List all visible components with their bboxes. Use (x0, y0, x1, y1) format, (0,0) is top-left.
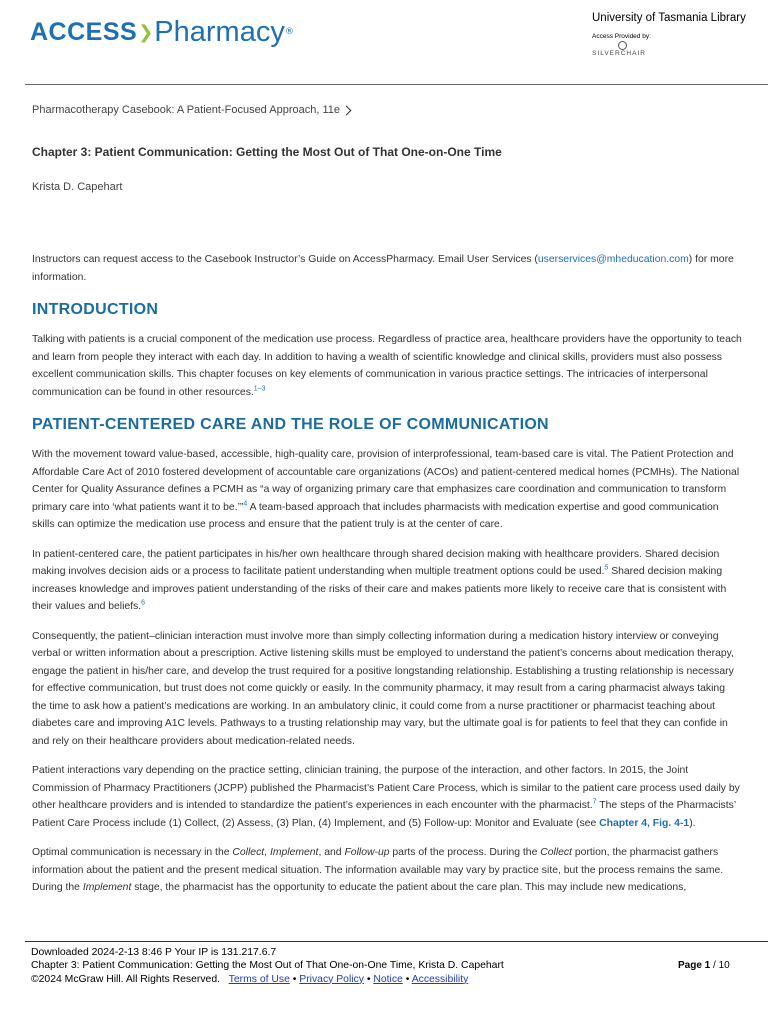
copyright-line (31, 973, 504, 986)
silverchair-logo-text: SILVERCHAIR (592, 50, 646, 57)
header-divider (25, 84, 768, 85)
user-services-email-link[interactable]: userservices@mheducation.com (537, 254, 689, 265)
logo-access-text: ACCESS (30, 17, 138, 46)
page-footer (31, 946, 504, 986)
instructor-note-text: Instructors can request access to the Casebook Instructor’s Guide on AccessPharmacy. Email User Services ( (32, 254, 538, 265)
logo-registered-mark: ® (284, 27, 294, 37)
header (0, 0, 768, 85)
paragraph-text: , (264, 847, 270, 858)
pcc-paragraph-1 (32, 446, 742, 534)
reference-link[interactable]: 5 (604, 564, 609, 572)
instructor-note (32, 251, 742, 286)
breadcrumb[interactable] (32, 104, 350, 116)
silverchair-logo (592, 41, 652, 57)
pcc-heading: PATIENT-CENTERED CARE AND THE ROLE OF COMMUNICATION (32, 416, 549, 433)
terms-of-use-link[interactable]: Terms of Use (228, 973, 290, 985)
accesspharmacy-logo[interactable] (30, 10, 294, 54)
paragraph-text: With the movement toward value-based, accessible, high-quality care, provision of interprofessional, team-based care is vital. The Patient Protection and Affordable Care Act of 2010 fostered development of accountable care organizations (ACOs) and patient-centered medical homes (PCMHs). The National Center for Quality Assurance defines a PCMH as “a way of organizing primary care that emphasizes care coordination and communication to transform primary care into ‘what patients want it to be.’” (32, 449, 740, 513)
introduction-heading: INTRODUCTION (32, 301, 159, 318)
reference-link[interactable]: 4 (243, 500, 248, 508)
paragraph-text: , and (318, 847, 345, 858)
notice-link[interactable]: Notice (373, 973, 403, 985)
paragraph-text: Patient interactions vary depending on the practice setting, clinician training, the purpose of the interaction, and other factors. In 2015, the Joint Commission of Pharmacy Practitioners (JCPP) published the Pharmacist’s Patient Care Process, which is similar to the patient care process used daily by other healthcare providers and is intended to standardize the patient’s experiences in each encounter with the pharmacist. (32, 765, 740, 811)
emphasis-text: Implement (269, 847, 319, 858)
paragraph-text: The steps of the Pharmacists’ Patient Care Process include (1) Collect, (2) Assess, (3) Plan, (4) Implement, and (5) Follow-up: Monitor and Evaluate (see (32, 800, 736, 829)
download-info: Downloaded 2024-2-13 8:46 P Your IP is 131.217.6.7 (31, 947, 277, 958)
page-total: / 10 (713, 960, 730, 971)
separator: • (366, 973, 371, 985)
emphasis-text: Collect (232, 847, 265, 858)
paragraph-text: In patient-centered care, the patient participates in his/her own healthcare through shared decision making with healthcare providers. Shared decision making involves decision aids or a process to facilitate patient understanding when multiple treatment options could be used. (32, 548, 720, 577)
footer-divider (25, 941, 768, 942)
logo-chevron-icon: ❯ (138, 21, 154, 43)
pcc-paragraph-2 (32, 546, 742, 616)
reference-link[interactable]: 6 (141, 599, 146, 607)
privacy-policy-link[interactable]: Privacy Policy (299, 973, 364, 985)
emphasis-text: Implement (82, 882, 132, 893)
paragraph-text: parts of the process. During the (389, 847, 541, 858)
paragraph-text: A team-based approach that includes pharmacists with medication expertise and good communication skills can optimize the medication use process and ensure that the patient truly is at the center of care. (32, 501, 719, 530)
figure-link[interactable]: Chapter 4, Fig. 4-1 (599, 817, 690, 829)
separator: • (292, 973, 297, 985)
paragraph-text: Shared decision making increases knowledge and improves patient understanding of the risks of their care and makes patients more likely to receive care that is consistent with their values and beliefs. (32, 566, 727, 612)
instructor-note-text-end: ) for more information. (32, 254, 734, 283)
page-number (678, 960, 730, 971)
paragraph-text: ). (689, 817, 696, 829)
pcc-paragraph-3: Consequently, the patient–clinician interaction must involve more than simply collecting information during a medication history interview or conveying verbal or written information about a prescription. Active listening skills must be employed to understand the patient’s concerns about medication therapy, engage the patient in his/her care, and develop the trust required for a positive longstanding relationship. Establishing a trusting relationship is necessary for effective communication, but trust does not come quickly or easily. In the community pharmacy, it may result from a caring pharmacist always taking the time to ask how a patient’s medications are working. In an ambulatory clinic, it could come from a nurse practitioner or pharmacist teaching about diabetes care and improving A1C levels. Pathways to a trusting relationship may vary, but the ultimate goal is for patients to feel that they can confide in and rely on their healthcare providers about medication-related needs. (32, 630, 734, 747)
citation: Chapter 3: Patient Communication: Getting the Most Out of That One-on-One Time, Krista D. Capehart (31, 960, 504, 972)
paragraph-text: Talking with patients is a crucial component of the medication use process. Regardless of practice area, healthcare providers have the opportunity to teach and learn from people they interact with each day. In addition to having a wealth of scientific knowledge and clinical skills, providers must also possess excellent communication skills. This chapter focuses on key elements of communication in various practice settings. The intricacies of interpersonal communication can be found in other resources. (32, 334, 742, 398)
paragraph-text: portion, the pharmacist gathers information about the patient and the present medical situation. The information available may vary by practice site, but the process remains the same. During the (32, 847, 724, 893)
paragraph-text: Optimal communication is necessary in the (32, 847, 233, 858)
pcc-paragraph-5 (32, 844, 742, 897)
breadcrumb-book-title[interactable]: Pharmacotherapy Casebook: A Patient-Focused Approach, 11e (32, 104, 340, 116)
introduction-paragraph (32, 331, 742, 401)
separator: • (405, 973, 410, 985)
chapter-title: Chapter 3: Patient Communication: Getting the Most Out of That One-on-One Time (32, 145, 502, 159)
chevron-right-icon (342, 105, 352, 115)
emphasis-text: Collect (540, 847, 573, 858)
accessibility-link[interactable]: Accessibility (411, 973, 469, 985)
paragraph-text: stage, the pharmacist has the opportunity to educate the patient about the care plan. This may include new medications, (131, 882, 687, 893)
pcc-paragraph-4 (32, 762, 742, 832)
chapter-content (32, 251, 742, 909)
copyright-text: ©2024 McGraw Hill. All Rights Reserved. (31, 973, 220, 985)
page-current: Page 1 (678, 960, 711, 971)
reference-link[interactable]: 7 (592, 798, 597, 806)
institution-name: University of Tasmania Library (592, 12, 746, 24)
chapter-author: Krista D. Capehart (32, 181, 123, 193)
silverchair-emblem-icon (618, 41, 627, 50)
reference-link[interactable]: 1–3 (253, 385, 266, 393)
logo-pharmacy-text: Pharmacy (154, 15, 285, 48)
access-provided-label: Access Provided by: (592, 33, 651, 40)
emphasis-text: Follow-up (344, 847, 390, 858)
